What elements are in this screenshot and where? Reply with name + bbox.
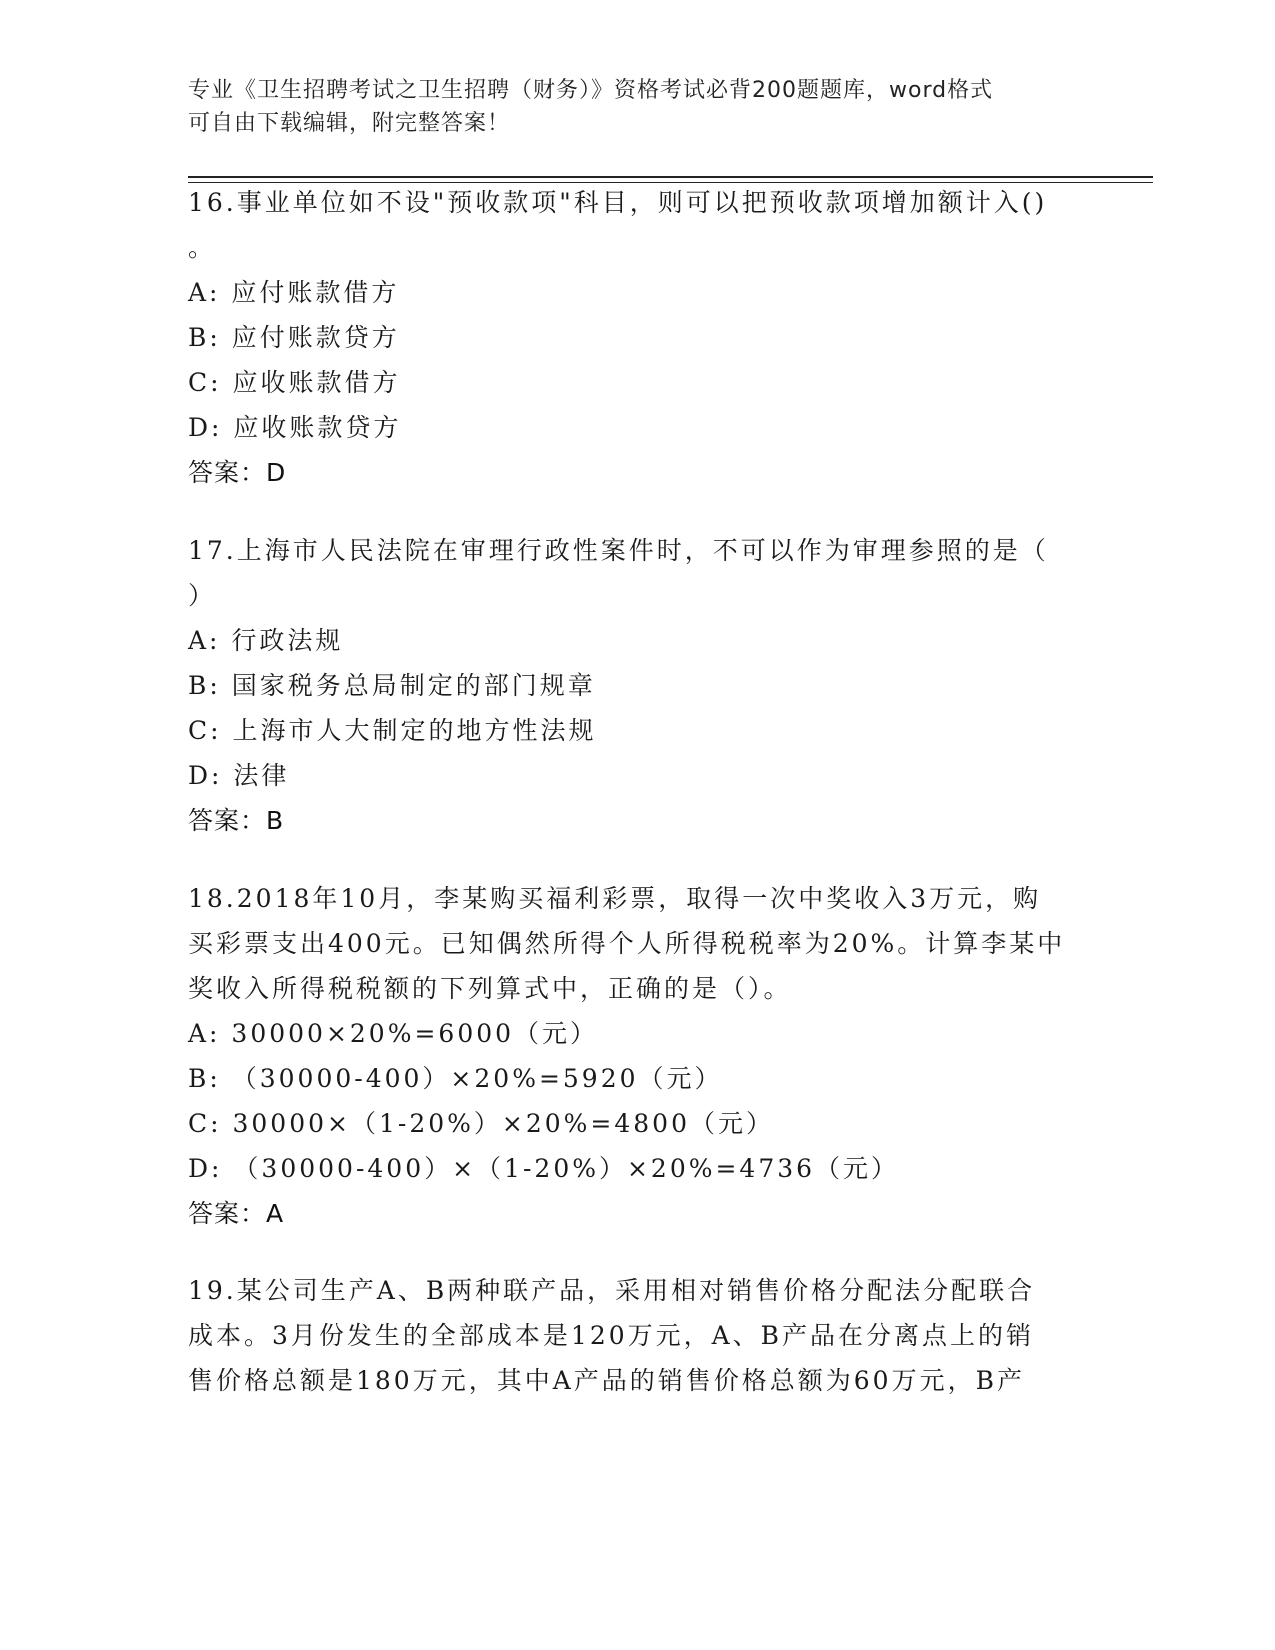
header-title-line-1: 专业《卫生招聘考试之卫生招聘（财务）》资格考试必背200题题库，word格式 [188,78,994,103]
header-divider [188,176,1153,178]
option-a: A: 30000×20%=6000（元） [188,1019,599,1048]
option-c: C: 30000×（1-20%）×20%=4800（元） [188,1109,774,1138]
question-stem-line: 成本。3月份发生的全部成本是120万元，A、B产品在分离点上的销 [188,1321,1035,1350]
option-a: A: 应付账款借方 [188,278,400,307]
header-title-line-2: 可自由下载编辑，附完整答案！ [188,111,511,136]
question-19 [188,1268,1088,1403]
answer: 答案：A [188,1199,285,1228]
answer: 答案：D [188,458,287,487]
option-d: D: 应收账款贷方 [188,413,402,442]
answer: 答案：B [188,806,285,835]
question-stem-line: 19.某公司生产A、B两种联产品，采用相对销售价格分配法分配联合 [188,1276,1036,1305]
option-a: A: 行政法规 [188,626,344,655]
option-b: B: 应付账款贷方 [188,323,400,352]
option-d: D: （30000-400）×（1-20%）×20%=4736（元） [188,1154,900,1183]
question-stem-line: 奖收入所得税税额的下列算式中，正确的是（）。 [188,974,792,1003]
question-stem-line: ） [188,581,217,610]
question-16 [188,180,1088,495]
option-c: C: 上海市人大制定的地方性法规 [188,716,597,745]
question-stem-line: 售价格总额是180万元，其中A产品的销售价格总额为60万元，B产 [188,1366,1025,1395]
option-b: B: 国家税务总局制定的部门规章 [188,671,596,700]
question-stem-line: 16.事业单位如不设"预收款项"科目，则可以把预收款项增加额计入() [188,188,1048,217]
option-b: B: （30000-400）×20%=5920（元） [188,1064,723,1093]
question-stem-line: 18.2018年10月，李某购买福利彩票，取得一次中奖收入3万元，购 [188,884,1042,913]
option-d: D: 法律 [188,761,290,790]
question-17 [188,528,1088,843]
document-header [188,74,1068,140]
question-stem-line: 。 [188,233,217,262]
question-stem-line: 17.上海市人民法院在审理行政性案件时，不可以作为审理参照的是（ [188,536,1049,565]
question-stem-line: 买彩票支出400元。已知偶然所得个人所得税税率为20%。计算李某中 [188,929,1066,958]
option-c: C: 应收账款借方 [188,368,401,397]
question-18 [188,876,1088,1236]
